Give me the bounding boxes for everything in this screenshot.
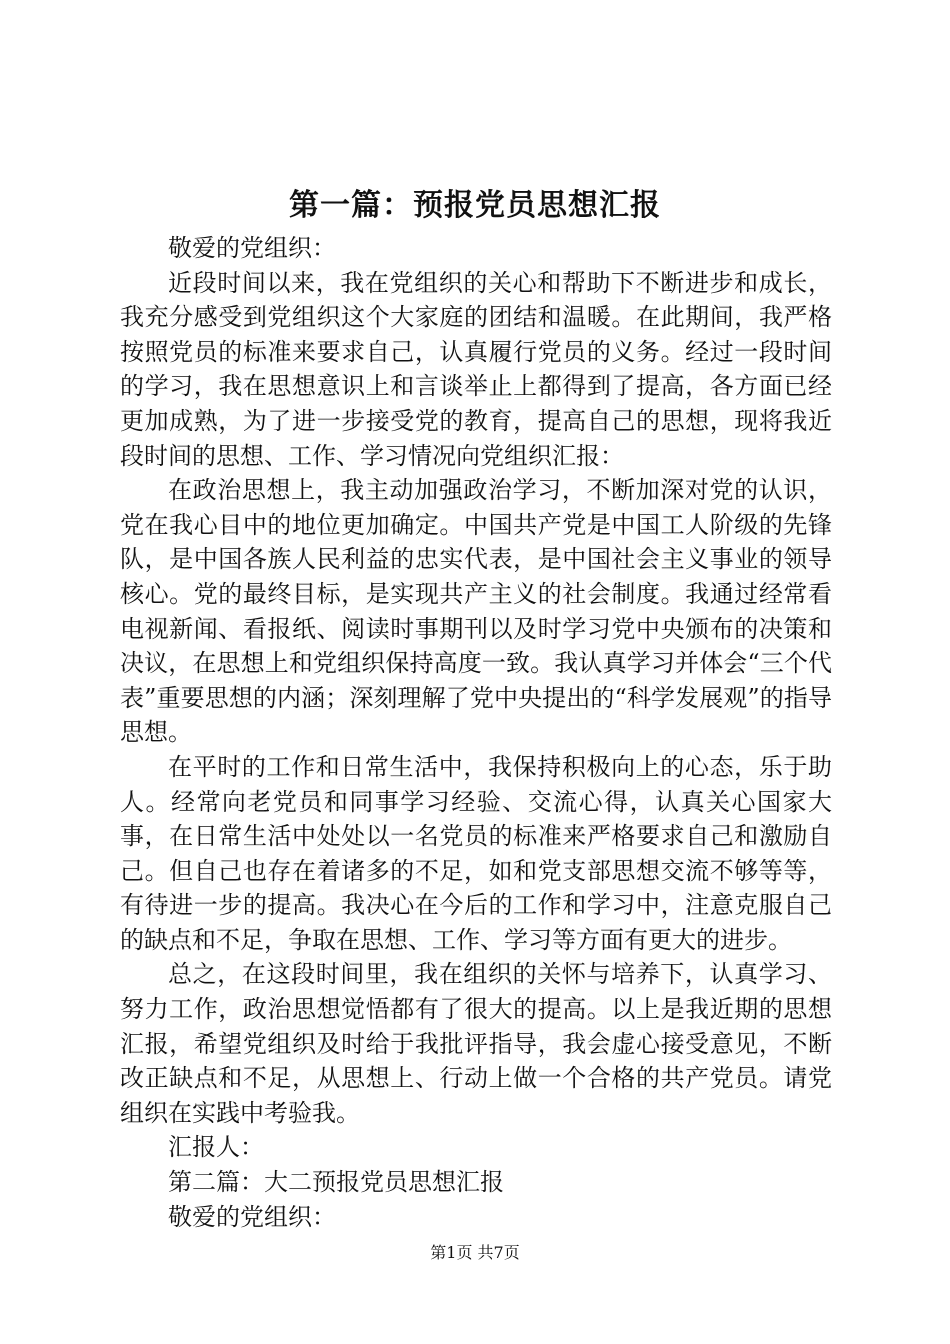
body-paragraph: 在平时的工作和日常生活中，我保持积极向上的心态，乐于助人。经常向老党员和同事学习经验、交流心得，认真关心国家大事，在日常生活中处处以一名党员的标准来严格要求自己和激励自己。但自己也存在着诸多的不足，如和党支部思想交流不够等等，有待进一步的提高。我决心在今后的工作和学习中，注意克服自己的缺点和不足，争取在思想、工作、学习等方面有更大的进步。 (120, 752, 832, 954)
document-title: 第一篇：预报党员思想汇报 (289, 188, 661, 223)
page-number: 第1页 共7页 (430, 1243, 520, 1262)
body-paragraph: 在政治思想上，我主动加强政治学习，不断加深对党的认识，党在我心目中的地位更加确定。中国共产党是中国工人阶级的先锋队，是中国各族人民利益的忠实代表，是中国社会主义事业的领导核心。党的最终目标，是实现共产主义的社会制度。我通过经常看电视新闻、看报纸、阅读时事期刊以及时学习党中央颁布的决策和决议，在思想上和党组织保持高度一致。我认真学习并体会“三个代表”重要思想的内涵；深刻理解了党中央提出的“科学发展观”的指导思想。 (120, 476, 832, 747)
reporter-label: 汇报人： (168, 1133, 264, 1162)
body-paragraph: 近段时间以来，我在党组织的关心和帮助下不断进步和成长，我充分感受到党组织这个大家庭的团结和温暖。在此期间，我严格按照党员的标准来要求自己，认真履行党员的义务。经过一段时间的学习，我在思想意识上和言谈举止上都得到了提高，各方面已经更加成熟，为了进一步接受党的教育，提高自己的思想，现将我近段时间的思想、工作、学习情况向党组织汇报： (120, 268, 832, 470)
salutation: 敬爱的党组织： (168, 234, 336, 262)
salutation: 敬爱的党组织： (168, 1202, 336, 1231)
section-heading: 第二篇：大二预报党员思想汇报 (168, 1168, 504, 1197)
body-paragraph: 总之，在这段时间里，我在组织的关怀与培养下，认真学习、努力工作，政治思想觉悟都有了很大的提高。以上是我近期的思想汇报，希望党组织及时给于我批评指导，我会虚心接受意见，不断改正缺点和不足，从思想上、行动上做一个合格的共产党员。请党组织在实践中考验我。 (120, 960, 832, 1127)
document-body (120, 231, 832, 1234)
